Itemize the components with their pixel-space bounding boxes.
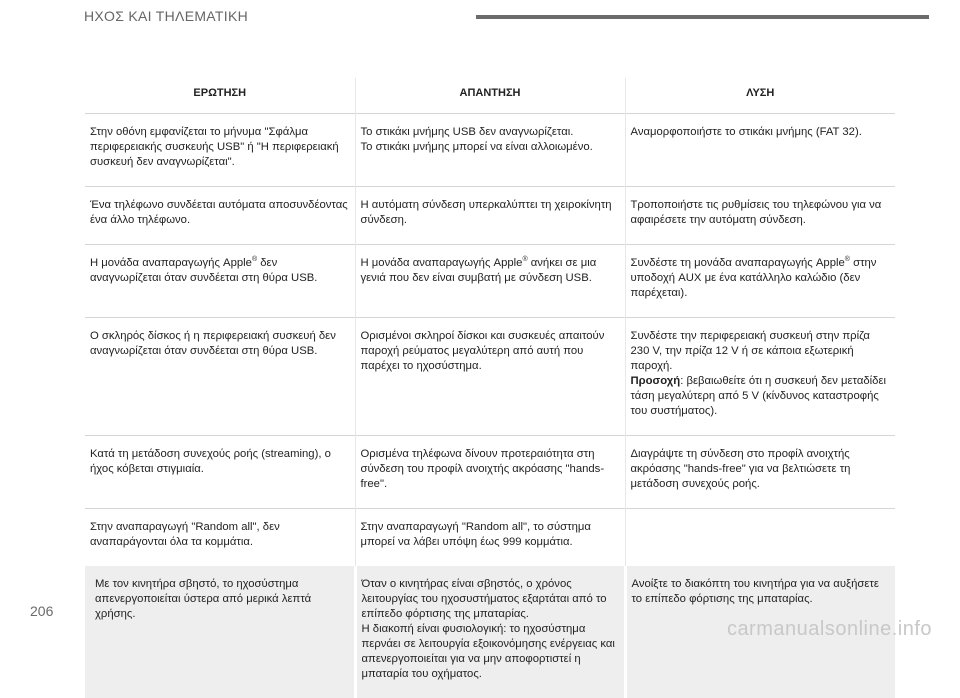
- table-header-row: [85, 78, 895, 114]
- solution-text: Συνδέστε τη μονάδα αναπαραγωγής Apple: [630, 257, 845, 269]
- column-header-question: ΕΡΩΤΗΣΗ: [193, 87, 247, 99]
- answer-cell: [355, 566, 625, 698]
- table-row: [85, 245, 895, 318]
- answer-cell: Ορισμένα τηλέφωνα δίνουν προτεραιότητα στη σύνδεση του προφίλ ανοιχτής ακρόασης "hands-free".: [355, 436, 625, 509]
- answer-cell: Ορισμένοι σκληροί δίσκοι και συσκευές απαιτούν παροχή ρεύματος μεγαλύτερη από αυτή που παρέχει το ηχοσύστημα.: [355, 318, 625, 436]
- table-row: [85, 436, 895, 509]
- answer-line: Όταν ο κινητήρας είναι σβηστός, ο χρόνος λειτουργίας του ηχοσυστήματος εξαρτάται από το επίπεδο φόρτισης της μπαταρίας.: [361, 578, 607, 620]
- troubleshooting-table: [85, 78, 895, 698]
- solution-cell: [625, 509, 895, 567]
- answer-cell: [355, 245, 625, 318]
- solution-cell: [625, 245, 895, 318]
- question-cell: Στην οθόνη εμφανίζεται το μήνυμα "Σφάλμα περιφερειακής συσκευής USB" ή "Η περιφερειακή συσκευή δεν αναγνωρίζεται".: [85, 114, 355, 187]
- question-cell: [85, 245, 355, 318]
- table-row: [85, 318, 895, 436]
- answer-cell: [355, 114, 625, 187]
- solution-text: Συνδέστε την περιφερειακή συσκευή στην πρίζα 230 V, την πρίζα 12 V ή σε κάποια εξωτερική παροχή.: [630, 330, 870, 372]
- solution-cell: [625, 318, 895, 436]
- table-row: [85, 114, 895, 187]
- answer-line: Το στικάκι μνήμης USB δεν αναγνωρίζεται.: [360, 126, 574, 138]
- solution-cell: Ανοίξτε το διακόπτη του κινητήρα για να αυξήσετε το επίπεδο φόρτισης της μπαταρίας.: [625, 566, 895, 698]
- answer-text: Η μονάδα αναπαραγωγής Apple: [360, 257, 523, 269]
- warning-text: : βεβαιωθείτε ότι η συσκευή δεν μεταδίδει τάση μεγαλύτερη από 5 V (κίνδυνος καταστροφής του συστήματος).: [630, 375, 887, 417]
- registered-mark: ®: [251, 256, 258, 264]
- watermark: carmanualsonline.info: [726, 618, 932, 640]
- question-text: Η μονάδα αναπαραγωγής Apple: [90, 257, 252, 269]
- warning-label: Προσοχή: [630, 375, 681, 387]
- solution-cell: Αναμορφοποιήστε το στικάκι μνήμης (FAT 32).: [625, 114, 895, 187]
- registered-mark: ®: [522, 256, 528, 264]
- question-cell: Ένα τηλέφωνο συνδέεται αυτόματα αποσυνδέοντας ένα άλλο τηλέφωνο.: [85, 187, 355, 245]
- answer-cell: Στην αναπαραγωγή "Random all", το σύστημα μπορεί να λάβει υπόψη έως 999 κομμάτια.: [355, 509, 625, 567]
- column-header-answer: ΑΠΑΝΤΗΣΗ: [355, 78, 625, 114]
- answer-cell: Η αυτόματη σύνδεση υπερκαλύπτει τη χειροκίνητη σύνδεση.: [355, 187, 625, 245]
- question-text: δεν αναγνωρίζεται όταν συνδέεται στη θύρα USB.: [90, 257, 318, 284]
- answer-line: Η διακοπή είναι φυσιολογική: το ηχοσύστημα περνάει σε λειτουργία εξοικονόμησης ενέργειας και απενεργοποιείται για να μην αποφορτιστεί η μπαταρία του οχήματος.: [361, 623, 615, 680]
- answer-text: ανήκει σε μια γενιά που δεν είναι συμβατή με σύνδεση USB.: [360, 257, 597, 284]
- question-cell: Με τον κινητήρα σβηστό, το ηχοσύστημα απενεργοποιείται ύστερα από μερικά λεπτά χρήσης.: [85, 566, 355, 698]
- question-cell: Κατά τη μετάδοση συνεχούς ροής (streaming), ο ήχος κόβεται στιγμιαία.: [85, 436, 355, 509]
- table-row: [85, 509, 895, 567]
- question-cell: Ο σκληρός δίσκος ή η περιφερειακή συσκευή δεν αναγνωρίζεται όταν συνδέεται στη θύρα USB.: [85, 318, 355, 436]
- section-title: ΗΧΟΣ ΚΑΙ ΤΗΛΕΜΑΤΙΚΗ: [84, 8, 248, 24]
- solution-cell: Τροποποιήστε τις ρυθμίσεις του τηλεφώνου για να αφαιρέσετε την αυτόματη σύνδεση.: [625, 187, 895, 245]
- table-row: [85, 187, 895, 245]
- question-cell: Στην αναπαραγωγή "Random all", δεν αναπαράγονται όλα τα κομμάτια.: [85, 509, 355, 567]
- solution-text: στην υποδοχή AUX με ένα κατάλληλο καλώδιο (δεν παρέχεται).: [630, 257, 877, 299]
- column-header-solution: ΛΥΣΗ: [625, 78, 895, 114]
- solution-cell: Διαγράψτε τη σύνδεση στο προφίλ ανοιχτής ακρόασης "hands-free" για να βελτιώσετε τη μετάδοση συνεχούς ροής.: [625, 436, 895, 509]
- answer-line: Το στικάκι μνήμης μπορεί να είναι αλλοιωμένο.: [360, 141, 593, 153]
- registered-mark: ®: [844, 256, 850, 264]
- header-divider: [476, 15, 929, 19]
- page-number: 206: [30, 603, 54, 619]
